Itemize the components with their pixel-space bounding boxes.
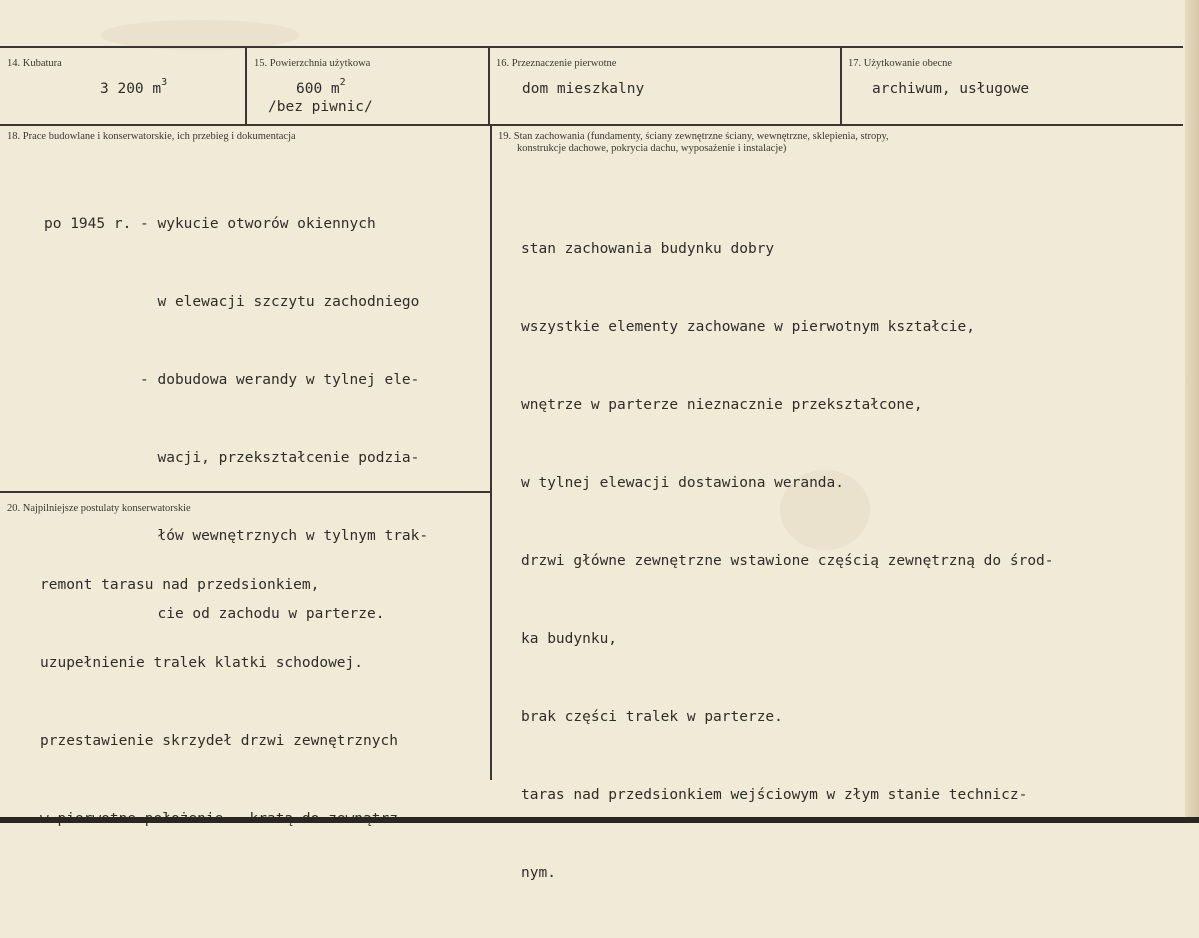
text-line: cie od zachodu w parterze. (44, 606, 385, 622)
text-line: brak części tralek w parterze. (521, 709, 783, 725)
field-16-value: dom mieszkalny (522, 81, 645, 97)
text-line: - dobudowa werandy w tylnej ele- (44, 372, 420, 388)
center-rule (490, 125, 492, 780)
text-line: przestawienie skrzydeł drzwi zewnętrznych (40, 733, 398, 749)
paper-edge (1185, 0, 1199, 823)
field-17-value: archiwum, usługowe (872, 81, 1030, 97)
text-line: remont tarasu nad przedsionkiem, (40, 577, 320, 593)
bottom-edge (0, 817, 1199, 823)
row-rule (0, 124, 1183, 126)
field-17-label: 17. Użytkowanie obecne (848, 58, 953, 69)
column-rule (840, 47, 842, 124)
field-16-label: 16. Przeznaczenie pierwotne (496, 58, 617, 69)
text-line: wszystkie elementy zachowane w pierwotnym kształcie, (521, 319, 975, 335)
field-20-text (40, 520, 407, 884)
field-20-label: 20. Najpilniejsze postulaty konserwatorskie (7, 503, 191, 514)
field-15-label: 15. Powierzchnia użytkowa (254, 58, 371, 69)
field-19-text (521, 184, 1054, 938)
text-line: stan zachowania budynku dobry (521, 241, 775, 257)
field-19-label: 19. Stan zachowania (fundamenty, ściany zewnętrzne ściany, wewnętrzne, sklepienia, stropy, (498, 131, 889, 142)
text-line: uzupełnienie tralek klatki schodowej. (40, 655, 364, 671)
text-line: wacji, przekształcenie podzia- (44, 450, 420, 466)
text-line: nym. (521, 865, 556, 881)
column-rule (488, 47, 490, 124)
text-line: drzwi główne zewnętrzne wstawione częścią zewnętrzną do środ- (521, 553, 1054, 569)
text-line: łów wewnętrznych w tylnym trak- (44, 528, 429, 544)
field-15-note: /bez piwnic/ (268, 99, 373, 115)
top-rule (0, 46, 1183, 48)
field-14-label: 14. Kubatura (7, 58, 62, 69)
field-18-label: 18. Prace budowlane i konserwatorskie, ich przebieg i dokumentacja (7, 131, 296, 142)
text-line: ka budynku, (521, 631, 618, 647)
field-19-label-cont: konstrukcje dachowe, pokrycia dachu, wyposażenie i instalacje) (517, 143, 787, 154)
text-line: wnętrze w parterze nieznacznie przekształcone, (521, 397, 923, 413)
field-14-value: 3 200 $m^3$ (100, 77, 168, 97)
text-line: taras nad przedsionkiem wejściowym w złym stanie technicz- (521, 787, 1028, 803)
field-15-value: 600 $m^2$ (296, 77, 346, 97)
column-rule (245, 47, 247, 124)
text-line: w tylnej elewacji dostawiona weranda. (521, 475, 845, 491)
text-line: w elewacji szczytu zachodniego (44, 294, 420, 310)
text-line: po 1945 r. - wykucie otworów okiennych (44, 216, 376, 232)
